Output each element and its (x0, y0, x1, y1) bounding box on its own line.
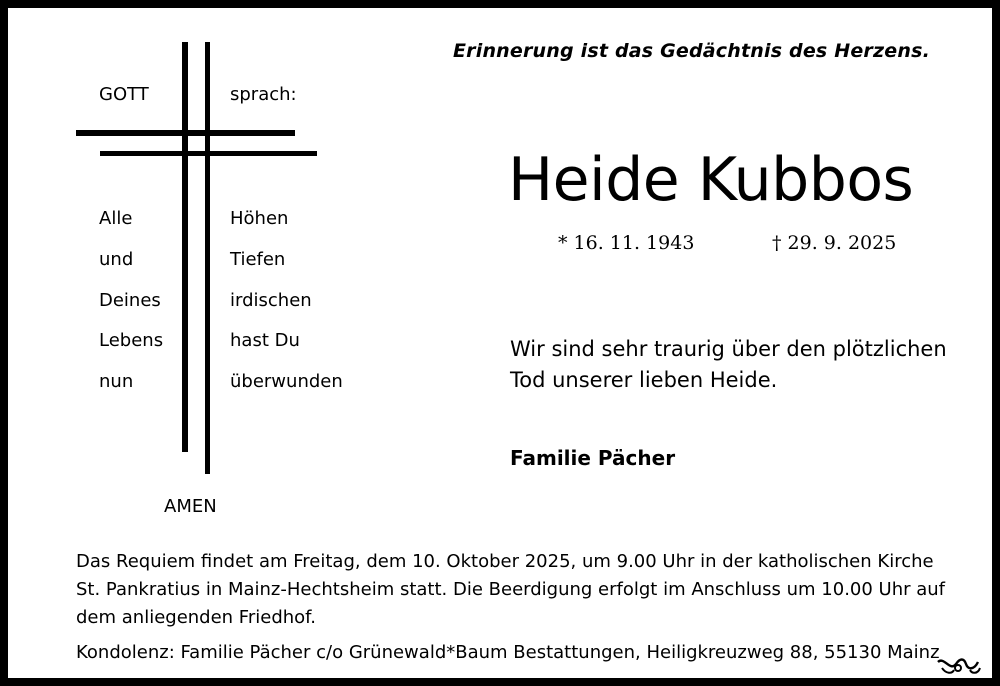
death-date: † 29. 9. 2025 (772, 232, 897, 254)
cross-horizontal-bar-top (76, 130, 295, 136)
poem-top-left: GOTT (99, 84, 149, 105)
poem-right-line: irdischen (230, 290, 312, 311)
poem-right-line: überwunden (230, 371, 343, 392)
funeral-notice-line: dem anliegenden Friedhof. (76, 607, 316, 628)
cross-vertical-bar-left (182, 42, 188, 452)
poem-right-line: Tiefen (230, 249, 286, 270)
deceased-name: Heide Kubbos (508, 145, 914, 215)
poem-left-line: nun (99, 371, 134, 392)
motto-quote: Erinnerung ist das Gedächtnis des Herzens. (452, 40, 930, 62)
cross-horizontal-bar-bottom (100, 151, 317, 156)
condolence-address: Kondolenz: Familie Pächer c/o Grünewald*Baum Bestattungen, Heiligkreuzweg 88, 55130 Mainz (76, 642, 940, 663)
poem-closing: AMEN (164, 496, 217, 517)
poem-left-line: und (99, 249, 134, 270)
flourish-ornament-icon (936, 654, 982, 676)
poem-left-line: Alle (99, 208, 133, 229)
funeral-notice-line: St. Pankratius in Mainz-Hechtsheim statt. Die Beerdigung erfolgt im Anschluss um 10.00 Uhr auf (76, 579, 946, 600)
poem-top-right: sprach: (230, 84, 297, 105)
mourning-message-line: Tod unserer lieben Heide. (510, 368, 778, 392)
funeral-notice (76, 548, 956, 632)
poem-right-line: Höhen (230, 208, 289, 229)
mourning-message (510, 334, 970, 396)
family-signature: Familie Pächer (510, 446, 676, 470)
funeral-notice-line: Das Requiem findet am Freitag, dem 10. Oktober 2025, um 9.00 Uhr in der katholischen Kirche (76, 551, 934, 572)
poem-right-line: hast Du (230, 330, 300, 351)
poem-left-line: Lebens (99, 330, 164, 351)
poem-left-line: Deines (99, 290, 161, 311)
cross-vertical-bar-right (205, 42, 210, 474)
birth-date: * 16. 11. 1943 (558, 232, 695, 254)
mourning-message-line: Wir sind sehr traurig über den plötzlichen (510, 337, 947, 361)
